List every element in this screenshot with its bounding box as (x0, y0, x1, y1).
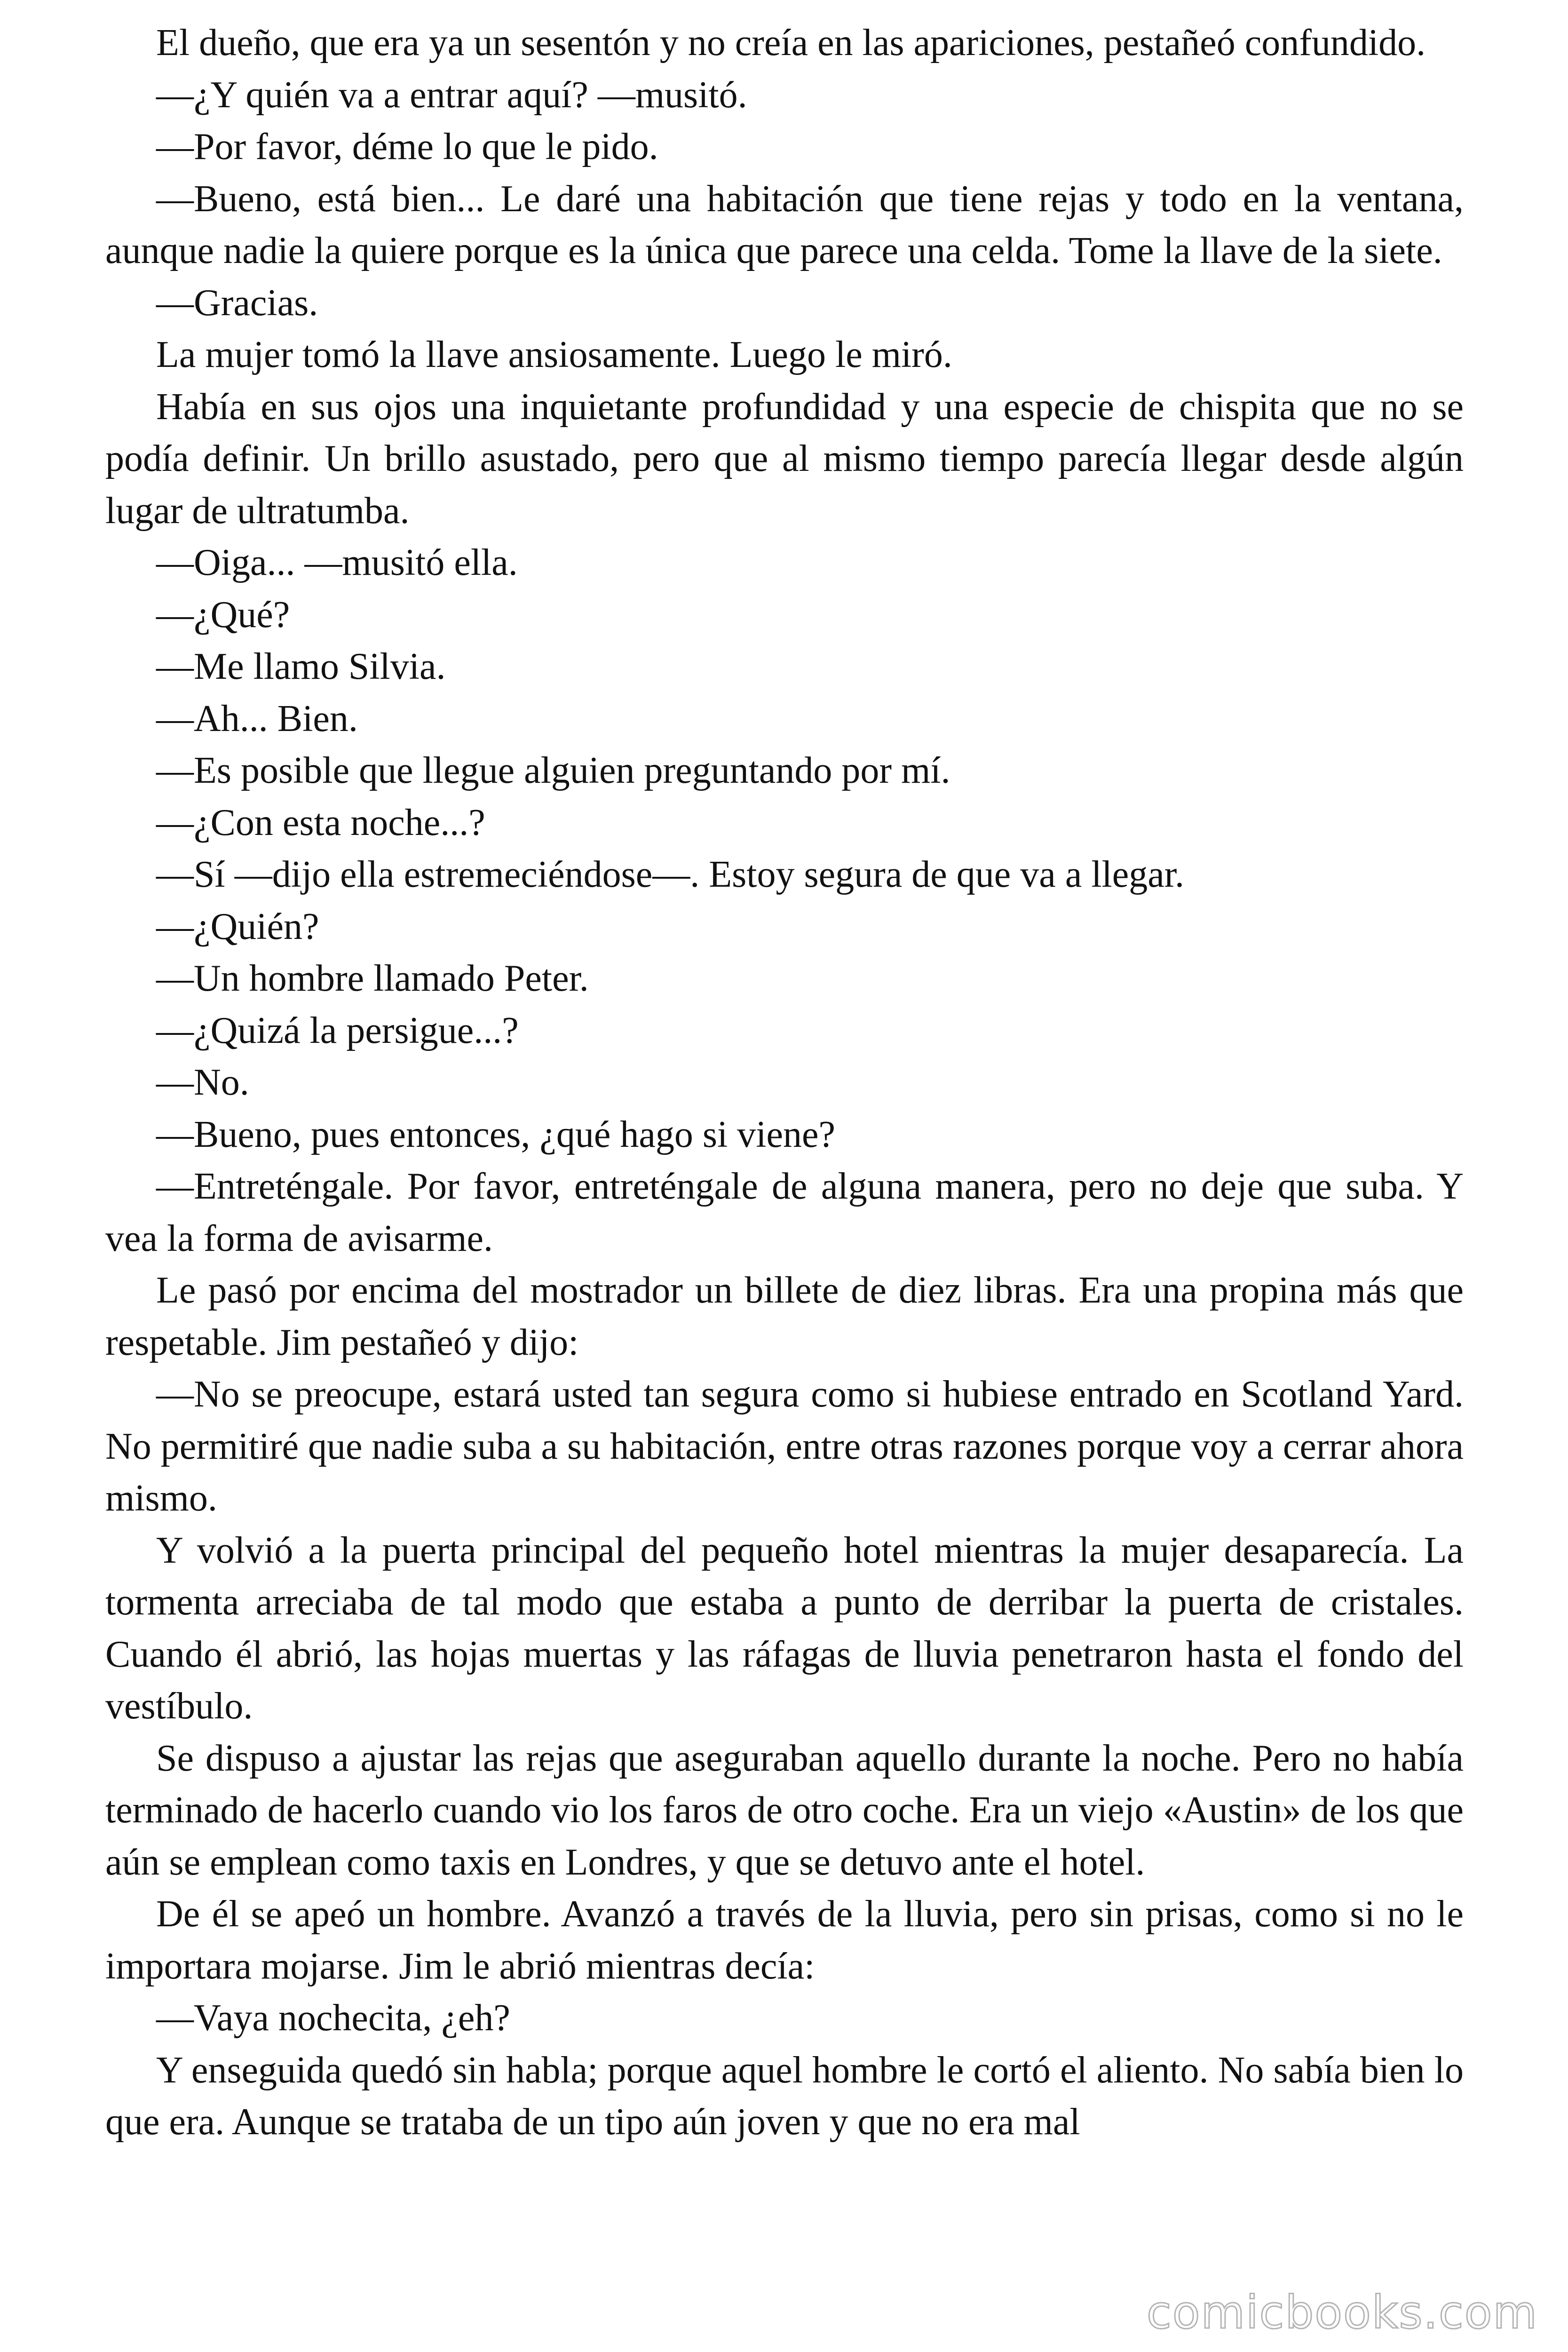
paragraph: —Bueno, pues entonces, ¿qué hago si viene? (156, 1113, 836, 1155)
paragraph: Y volvió a la puerta principal del pequeño hotel mientras la mujer desaparecía. La tormenta arreciaba de tal modo que estaba a punto de derribar la puerta de cristales. Cuando él abrió, las hojas muertas y las ráfagas de lluvia penetraron hasta el fondo del vestíbulo. (105, 1529, 1464, 1727)
paragraph: —¿Y quién va a entrar aquí? —musitó. (156, 74, 747, 116)
page-text (105, 17, 1464, 2148)
paragraph: —Vaya nochecita, ¿eh? (156, 1997, 510, 2039)
paragraph: —Entreténgale. Por favor, entreténgale de alguna manera, pero no deje que suba. Y vea la forma de avisarme. (105, 1166, 1464, 1259)
paragraph: —No se preocupe, estará usted tan segura como si hubiese entrado en Scotland Yard. No permitiré que nadie suba a su habitación, entre otras razones porque voy a cerrar ahora mismo. (105, 1374, 1464, 1519)
paragraph: —Por favor, déme lo que le pido. (156, 126, 658, 167)
paragraph: —Gracias. (156, 282, 318, 324)
paragraph: —Ah... Bien. (156, 698, 358, 739)
paragraph: —No. (156, 1062, 249, 1103)
paragraph: Se dispuso a ajustar las rejas que aseguraban aquello durante la noche. Pero no había terminado de hacerlo cuando vio los faros de otro coche. Era un viejo «Austin» de los que aún se emplean como taxis en Londres, y que se detuvo ante el hotel. (105, 1737, 1464, 1883)
paragraph: —Sí —dijo ella estremeciéndose—. Estoy segura de que va a llegar. (156, 854, 1185, 895)
paragraph: De él se apeó un hombre. Avanzó a través de la lluvia, pero sin prisas, como si no le importara mojarse. Jim le abrió mientras decía: (105, 1893, 1464, 1987)
paragraph: —¿Quizá la persigue...? (156, 1009, 519, 1051)
paragraph: —¿Qué? (156, 594, 290, 636)
paragraph: —Es posible que llegue alguien preguntando por mí. (156, 750, 950, 791)
paragraph: —Me llamo Silvia. (156, 646, 446, 687)
paragraph: Y enseguida quedó sin habla; porque aquel hombre le cortó el aliento. No sabía bien lo que era. Aunque se trataba de un tipo aún joven y que no era mal (105, 2049, 1464, 2143)
paragraph: —Oiga... —musitó ella. (156, 542, 518, 583)
paragraph: Le pasó por encima del mostrador un billete de diez libras. Era una propina más que respetable. Jim pestañeó y dijo: (105, 1270, 1464, 1363)
paragraph: El dueño, que era ya un sesentón y no creía en las apariciones, pestañeó confundido. (156, 22, 1426, 64)
watermark: comicbooks.com (1146, 2286, 1538, 2339)
paragraph: —Bueno, está bien... Le daré una habitación que tiene rejas y todo en la ventana, aunque nadie la quiere porque es la única que parece una celda. Tome la llave de la siete. (105, 178, 1464, 271)
paragraph: Había en sus ojos una inquietante profundidad y una especie de chispita que no se podía definir. Un brillo asustado, pero que al mismo tiempo parecía llegar desde algún lugar de ultratumba. (105, 386, 1464, 532)
paragraph: —¿Quién? (156, 906, 319, 947)
paragraph: La mujer tomó la llave ansiosamente. Luego le miró. (156, 334, 952, 375)
paragraph: —Un hombre llamado Peter. (156, 958, 589, 999)
paragraph: —¿Con esta noche...? (156, 802, 485, 843)
